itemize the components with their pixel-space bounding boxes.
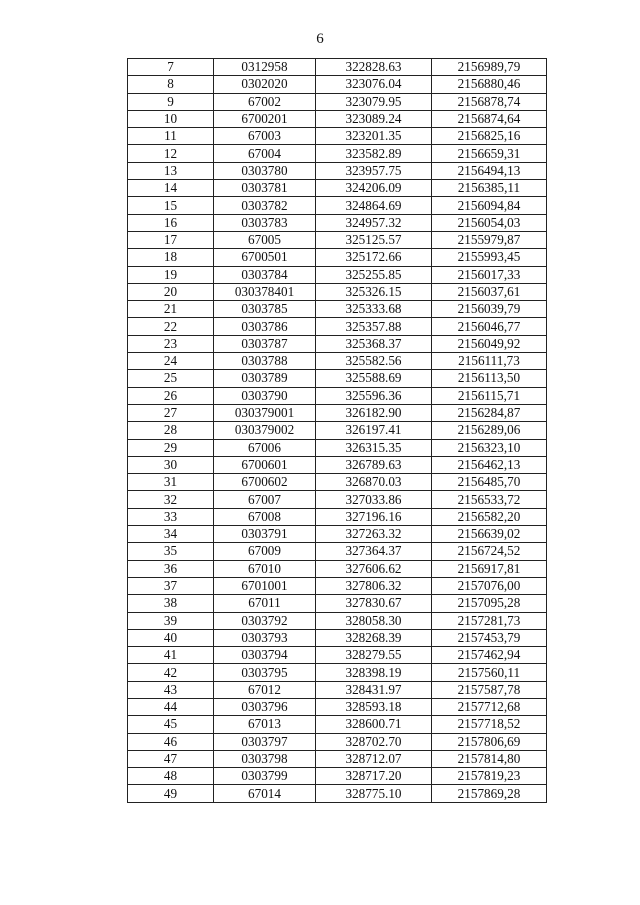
- x-coordinate-cell: 328268.39: [316, 629, 432, 646]
- x-coordinate-cell: 325326.15: [316, 283, 432, 300]
- table-row: [128, 197, 547, 214]
- x-coordinate-cell: 328398.19: [316, 664, 432, 681]
- row-index-cell: 40: [128, 629, 214, 646]
- point-code-cell: 030379001: [214, 404, 316, 421]
- table-row: [128, 439, 547, 456]
- y-coordinate-cell: 2156878,74: [432, 93, 547, 110]
- point-code-cell: 67011: [214, 595, 316, 612]
- y-coordinate-cell: 2157587,78: [432, 681, 547, 698]
- point-code-cell: 030379002: [214, 422, 316, 439]
- point-code-cell: 0303797: [214, 733, 316, 750]
- y-coordinate-cell: 2156049,92: [432, 335, 547, 352]
- x-coordinate-cell: 327364.37: [316, 543, 432, 560]
- row-index-cell: 39: [128, 612, 214, 629]
- row-index-cell: 11: [128, 128, 214, 145]
- row-index-cell: 27: [128, 404, 214, 421]
- table-row: [128, 318, 547, 335]
- y-coordinate-cell: 2157095,28: [432, 595, 547, 612]
- y-coordinate-cell: 2156582,20: [432, 508, 547, 525]
- x-coordinate-cell: 328600.71: [316, 716, 432, 733]
- table-row: [128, 664, 547, 681]
- row-index-cell: 17: [128, 231, 214, 248]
- row-index-cell: 29: [128, 439, 214, 456]
- table-row: [128, 612, 547, 629]
- y-coordinate-cell: 2156989,79: [432, 59, 547, 76]
- table-row: [128, 76, 547, 93]
- y-coordinate-cell: 2156111,73: [432, 353, 547, 370]
- point-code-cell: 67009: [214, 543, 316, 560]
- y-coordinate-cell: 2156289,06: [432, 422, 547, 439]
- x-coordinate-cell: 323957.75: [316, 162, 432, 179]
- row-index-cell: 32: [128, 491, 214, 508]
- row-index-cell: 38: [128, 595, 214, 612]
- row-index-cell: 43: [128, 681, 214, 698]
- y-coordinate-cell: 2157076,00: [432, 577, 547, 594]
- row-index-cell: 24: [128, 353, 214, 370]
- row-index-cell: 37: [128, 577, 214, 594]
- point-code-cell: 0303783: [214, 214, 316, 231]
- table-row: [128, 370, 547, 387]
- point-code-cell: 6700602: [214, 474, 316, 491]
- y-coordinate-cell: 2156462,13: [432, 456, 547, 473]
- table-row: [128, 456, 547, 473]
- y-coordinate-cell: 2157819,23: [432, 768, 547, 785]
- point-code-cell: 67012: [214, 681, 316, 698]
- row-index-cell: 14: [128, 180, 214, 197]
- table-row: [128, 543, 547, 560]
- x-coordinate-cell: 325588.69: [316, 370, 432, 387]
- row-index-cell: 13: [128, 162, 214, 179]
- point-code-cell: 6700501: [214, 249, 316, 266]
- table-row: [128, 110, 547, 127]
- x-coordinate-cell: 326315.35: [316, 439, 432, 456]
- x-coordinate-cell: 327830.67: [316, 595, 432, 612]
- x-coordinate-cell: 323076.04: [316, 76, 432, 93]
- y-coordinate-cell: 2156115,71: [432, 387, 547, 404]
- point-code-cell: 0303796: [214, 698, 316, 715]
- row-index-cell: 42: [128, 664, 214, 681]
- row-index-cell: 30: [128, 456, 214, 473]
- row-index-cell: 18: [128, 249, 214, 266]
- point-code-cell: 67008: [214, 508, 316, 525]
- y-coordinate-cell: 2156385,11: [432, 180, 547, 197]
- y-coordinate-cell: 2156323,10: [432, 439, 547, 456]
- table-row: [128, 180, 547, 197]
- point-code-cell: 67006: [214, 439, 316, 456]
- table-row: [128, 128, 547, 145]
- y-coordinate-cell: 2156917,81: [432, 560, 547, 577]
- x-coordinate-cell: 328593.18: [316, 698, 432, 715]
- point-code-cell: 0303788: [214, 353, 316, 370]
- x-coordinate-cell: 328775.10: [316, 785, 432, 802]
- table-row: [128, 353, 547, 370]
- y-coordinate-cell: 2157718,52: [432, 716, 547, 733]
- x-coordinate-cell: 327806.32: [316, 577, 432, 594]
- y-coordinate-cell: 2155979,87: [432, 231, 547, 248]
- point-code-cell: 0303784: [214, 266, 316, 283]
- table-row: [128, 145, 547, 162]
- row-index-cell: 10: [128, 110, 214, 127]
- y-coordinate-cell: 2156533,72: [432, 491, 547, 508]
- y-coordinate-cell: 2156880,46: [432, 76, 547, 93]
- table-row: [128, 768, 547, 785]
- y-coordinate-cell: 2156039,79: [432, 301, 547, 318]
- table-row: [128, 785, 547, 802]
- point-code-cell: 6701001: [214, 577, 316, 594]
- y-coordinate-cell: 2156659,31: [432, 145, 547, 162]
- row-index-cell: 15: [128, 197, 214, 214]
- row-index-cell: 45: [128, 716, 214, 733]
- x-coordinate-cell: 325172.66: [316, 249, 432, 266]
- point-code-cell: 67005: [214, 231, 316, 248]
- x-coordinate-cell: 322828.63: [316, 59, 432, 76]
- y-coordinate-cell: 2156639,02: [432, 526, 547, 543]
- point-code-cell: 67004: [214, 145, 316, 162]
- y-coordinate-cell: 2156874,64: [432, 110, 547, 127]
- table-row: [128, 335, 547, 352]
- point-code-cell: 0302020: [214, 76, 316, 93]
- row-index-cell: 36: [128, 560, 214, 577]
- row-index-cell: 34: [128, 526, 214, 543]
- point-code-cell: 67014: [214, 785, 316, 802]
- row-index-cell: 28: [128, 422, 214, 439]
- point-code-cell: 0303787: [214, 335, 316, 352]
- x-coordinate-cell: 323201.35: [316, 128, 432, 145]
- point-code-cell: 0303781: [214, 180, 316, 197]
- table-row: [128, 681, 547, 698]
- row-index-cell: 46: [128, 733, 214, 750]
- table-row: [128, 404, 547, 421]
- row-index-cell: 33: [128, 508, 214, 525]
- point-code-cell: 0303789: [214, 370, 316, 387]
- x-coordinate-cell: 328279.55: [316, 647, 432, 664]
- point-code-cell: 67003: [214, 128, 316, 145]
- row-index-cell: 22: [128, 318, 214, 335]
- row-index-cell: 49: [128, 785, 214, 802]
- table-row: [128, 283, 547, 300]
- row-index-cell: 47: [128, 750, 214, 767]
- x-coordinate-cell: 327606.62: [316, 560, 432, 577]
- row-index-cell: 26: [128, 387, 214, 404]
- point-code-cell: 0303780: [214, 162, 316, 179]
- x-coordinate-cell: 326870.03: [316, 474, 432, 491]
- table-row: [128, 93, 547, 110]
- row-index-cell: 7: [128, 59, 214, 76]
- row-index-cell: 21: [128, 301, 214, 318]
- row-index-cell: 41: [128, 647, 214, 664]
- table-row: [128, 231, 547, 248]
- y-coordinate-cell: 2156825,16: [432, 128, 547, 145]
- y-coordinate-cell: 2157453,79: [432, 629, 547, 646]
- table-row: [128, 266, 547, 283]
- point-code-cell: 67010: [214, 560, 316, 577]
- x-coordinate-cell: 325125.57: [316, 231, 432, 248]
- point-code-cell: 0303798: [214, 750, 316, 767]
- table-row: [128, 491, 547, 508]
- table-row: [128, 733, 547, 750]
- y-coordinate-cell: 2157281,73: [432, 612, 547, 629]
- table-row: [128, 698, 547, 715]
- table-row: [128, 301, 547, 318]
- x-coordinate-cell: 324957.32: [316, 214, 432, 231]
- point-code-cell: 6700201: [214, 110, 316, 127]
- y-coordinate-cell: 2156724,52: [432, 543, 547, 560]
- x-coordinate-cell: 328717.20: [316, 768, 432, 785]
- y-coordinate-cell: 2156017,33: [432, 266, 547, 283]
- y-coordinate-cell: 2156113,50: [432, 370, 547, 387]
- row-index-cell: 48: [128, 768, 214, 785]
- table-row: [128, 474, 547, 491]
- point-code-cell: 0303786: [214, 318, 316, 335]
- x-coordinate-cell: 326789.63: [316, 456, 432, 473]
- x-coordinate-cell: 324864.69: [316, 197, 432, 214]
- y-coordinate-cell: 2155993,45: [432, 249, 547, 266]
- x-coordinate-cell: 327263.32: [316, 526, 432, 543]
- point-code-cell: 0303792: [214, 612, 316, 629]
- point-code-cell: 0303791: [214, 526, 316, 543]
- x-coordinate-cell: 325368.37: [316, 335, 432, 352]
- point-code-cell: 0303799: [214, 768, 316, 785]
- table-row: [128, 716, 547, 733]
- x-coordinate-cell: 323089.24: [316, 110, 432, 127]
- row-index-cell: 31: [128, 474, 214, 491]
- x-coordinate-cell: 327033.86: [316, 491, 432, 508]
- row-index-cell: 9: [128, 93, 214, 110]
- point-code-cell: 030378401: [214, 283, 316, 300]
- x-coordinate-cell: 328431.97: [316, 681, 432, 698]
- x-coordinate-cell: 328702.70: [316, 733, 432, 750]
- table-row: [128, 560, 547, 577]
- point-code-cell: 0303793: [214, 629, 316, 646]
- y-coordinate-cell: 2156094,84: [432, 197, 547, 214]
- table-row: [128, 629, 547, 646]
- table-row: [128, 59, 547, 76]
- y-coordinate-cell: 2156494,13: [432, 162, 547, 179]
- table-row: [128, 162, 547, 179]
- y-coordinate-cell: 2156485,70: [432, 474, 547, 491]
- table-row: [128, 387, 547, 404]
- y-coordinate-cell: 2156284,87: [432, 404, 547, 421]
- table-row: [128, 508, 547, 525]
- row-index-cell: 25: [128, 370, 214, 387]
- x-coordinate-cell: 323079.95: [316, 93, 432, 110]
- y-coordinate-cell: 2157712,68: [432, 698, 547, 715]
- row-index-cell: 35: [128, 543, 214, 560]
- table-row: [128, 647, 547, 664]
- y-coordinate-cell: 2157869,28: [432, 785, 547, 802]
- x-coordinate-cell: 327196.16: [316, 508, 432, 525]
- table-row: [128, 422, 547, 439]
- row-index-cell: 44: [128, 698, 214, 715]
- x-coordinate-cell: 325255.85: [316, 266, 432, 283]
- row-index-cell: 8: [128, 76, 214, 93]
- table-row: [128, 214, 547, 231]
- point-code-cell: 0303794: [214, 647, 316, 664]
- point-code-cell: 0312958: [214, 59, 316, 76]
- x-coordinate-cell: 323582.89: [316, 145, 432, 162]
- point-code-cell: 0303795: [214, 664, 316, 681]
- y-coordinate-cell: 2156054,03: [432, 214, 547, 231]
- point-code-cell: 0303782: [214, 197, 316, 214]
- point-code-cell: 67007: [214, 491, 316, 508]
- row-index-cell: 20: [128, 283, 214, 300]
- table-row: [128, 526, 547, 543]
- point-code-cell: 0303785: [214, 301, 316, 318]
- x-coordinate-cell: 325357.88: [316, 318, 432, 335]
- y-coordinate-cell: 2156037,61: [432, 283, 547, 300]
- point-code-cell: 0303790: [214, 387, 316, 404]
- coordinates-table-body: [128, 59, 547, 803]
- x-coordinate-cell: 328712.07: [316, 750, 432, 767]
- x-coordinate-cell: 325333.68: [316, 301, 432, 318]
- row-index-cell: 12: [128, 145, 214, 162]
- table-row: [128, 249, 547, 266]
- table-row: [128, 595, 547, 612]
- row-index-cell: 23: [128, 335, 214, 352]
- x-coordinate-cell: 324206.09: [316, 180, 432, 197]
- row-index-cell: 16: [128, 214, 214, 231]
- x-coordinate-cell: 326182.90: [316, 404, 432, 421]
- point-code-cell: 6700601: [214, 456, 316, 473]
- row-index-cell: 19: [128, 266, 214, 283]
- y-coordinate-cell: 2157814,80: [432, 750, 547, 767]
- x-coordinate-cell: 328058.30: [316, 612, 432, 629]
- x-coordinate-cell: 325582.56: [316, 353, 432, 370]
- y-coordinate-cell: 2157806,69: [432, 733, 547, 750]
- coordinates-table: [127, 58, 547, 803]
- table-row: [128, 750, 547, 767]
- y-coordinate-cell: 2156046,77: [432, 318, 547, 335]
- point-code-cell: 67002: [214, 93, 316, 110]
- x-coordinate-cell: 325596.36: [316, 387, 432, 404]
- y-coordinate-cell: 2157462,94: [432, 647, 547, 664]
- coordinates-table-container: [127, 58, 546, 803]
- table-row: [128, 577, 547, 594]
- page-number: 6: [316, 31, 324, 47]
- point-code-cell: 67013: [214, 716, 316, 733]
- x-coordinate-cell: 326197.41: [316, 422, 432, 439]
- y-coordinate-cell: 2157560,11: [432, 664, 547, 681]
